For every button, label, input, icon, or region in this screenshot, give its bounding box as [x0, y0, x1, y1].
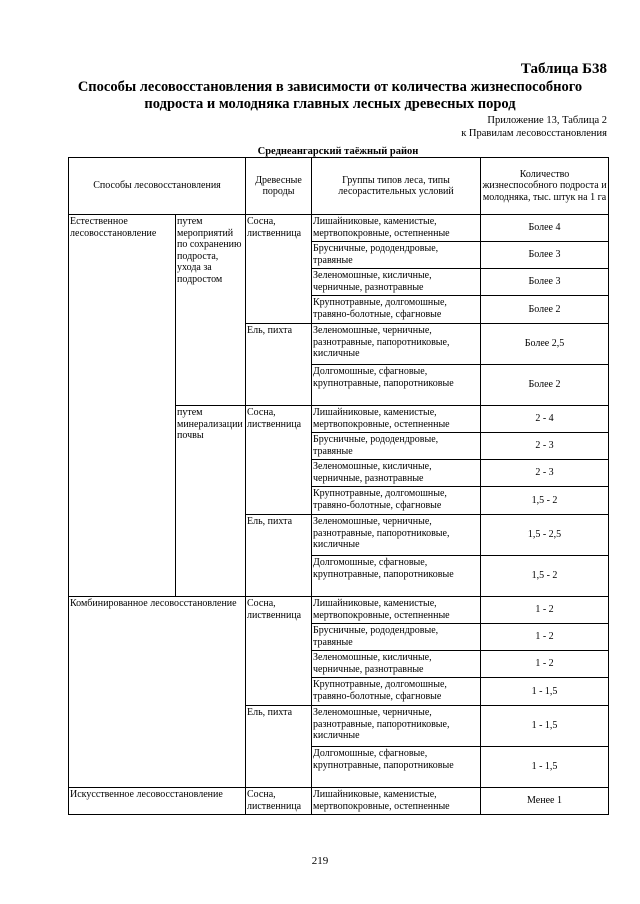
- quantity-cell: 1 - 2: [481, 651, 609, 678]
- species-cell: Сосна, лиственница: [246, 788, 312, 815]
- header-methods: Способы лесовосстановления: [69, 158, 246, 215]
- group-cell: Лишайниковые, каменистые, мертвопокровные, остепненные: [312, 597, 481, 624]
- group-cell: Брусничные, рододендровые, травяные: [312, 242, 481, 269]
- group-cell: Крупнотравные, долгомошные, травяно-болотные, сфагновые: [312, 678, 481, 706]
- group-cell: Брусничные, рододендровые, травяные: [312, 624, 481, 651]
- header-quantity: Количество жизнеспособного подроста и молодняка, тыс. штук на 1 га: [481, 158, 609, 215]
- quantity-cell: 1 - 2: [481, 597, 609, 624]
- table-row: [69, 788, 609, 815]
- title-line-1: Способы лесовосстановления в зависимости от количества жизнеспособного: [77, 79, 583, 95]
- quantity-cell: 2 - 3: [481, 460, 609, 487]
- quantity-cell: 1 - 1,5: [481, 706, 609, 747]
- region-caption: Среднеангарский таёжный район: [257, 146, 419, 157]
- quantity-cell: 1,5 - 2,5: [481, 515, 609, 556]
- quantity-cell: 2 - 3: [481, 433, 609, 460]
- appendix-line-2: к Правилам лесовосстановления: [461, 128, 607, 139]
- quantity-cell: Более 3: [481, 242, 609, 269]
- group-cell: Долгомошные, сфагновые, крупнотравные, папоротниковые: [312, 747, 481, 788]
- appendix-reference: [461, 114, 607, 140]
- submethod-cell: путем минерализации почвы: [176, 406, 246, 597]
- quantity-cell: 1,5 - 2: [481, 556, 609, 597]
- header-species: Древесные породы: [246, 158, 312, 215]
- group-cell: Зеленомошные, кисличные, черничные, разнотравные: [312, 269, 481, 296]
- submethod-cell: путем мероприятий по сохранению подроста, ухода за подростом: [176, 215, 246, 406]
- species-cell: Сосна, лиственница: [246, 597, 312, 706]
- group-cell: Лишайниковые, каменистые, мертвопокровные, остепненные: [312, 215, 481, 242]
- species-cell: Сосна, лиственница: [246, 215, 312, 324]
- quantity-cell: 1 - 2: [481, 624, 609, 651]
- reforestation-table: [68, 157, 609, 815]
- species-cell: Сосна, лиственница: [246, 406, 312, 515]
- group-cell: Лишайниковые, каменистые, мертвопокровные, остепненные: [312, 788, 481, 815]
- table-label: Таблица Б38: [520, 61, 607, 77]
- table-row: [69, 597, 609, 624]
- quantity-cell: Более 2: [481, 296, 609, 324]
- table-row: [69, 215, 609, 242]
- species-cell: Ель, пихта: [246, 324, 312, 406]
- group-cell: Зеленомошные, черничные, разнотравные, папоротниковые, кисличные: [312, 706, 481, 747]
- method-cell: Искусственное лесовосстановление: [69, 788, 246, 815]
- group-cell: Крупнотравные, долгомошные, травяно-болотные, сфагновые: [312, 296, 481, 324]
- method-cell: Естественное лесовосстановление: [69, 215, 176, 597]
- group-cell: Зеленомошные, кисличные, черничные, разнотравные: [312, 460, 481, 487]
- group-cell: Долгомошные, сфагновые, крупнотравные, папоротниковые: [312, 556, 481, 597]
- group-cell: Зеленомошные, черничные, разнотравные, папоротниковые, кисличные: [312, 515, 481, 556]
- group-cell: Лишайниковые, каменистые, мертвопокровные, остепненные: [312, 406, 481, 433]
- quantity-cell: 1 - 1,5: [481, 678, 609, 706]
- appendix-line-1: Приложение 13, Таблица 2: [487, 115, 607, 126]
- quantity-cell: Более 3: [481, 269, 609, 296]
- group-cell: Крупнотравные, долгомошные, травяно-болотные, сфагновые: [312, 487, 481, 515]
- table-header-row: [69, 158, 609, 215]
- group-cell: Зеленомошные, кисличные, черничные, разнотравные: [312, 651, 481, 678]
- method-cell: Комбинированное лесовосстановление: [69, 597, 246, 788]
- quantity-cell: Более 2,5: [481, 324, 609, 365]
- quantity-cell: Более 2: [481, 365, 609, 406]
- quantity-cell: 2 - 4: [481, 406, 609, 433]
- species-cell: Ель, пихта: [246, 706, 312, 788]
- page-number: 219: [311, 855, 329, 867]
- header-groups: Группы типов леса, типы лесорастительных условий: [312, 158, 481, 215]
- quantity-cell: Менее 1: [481, 788, 609, 815]
- quantity-cell: 1 - 1,5: [481, 747, 609, 788]
- species-cell: Ель, пихта: [246, 515, 312, 597]
- quantity-cell: Более 4: [481, 215, 609, 242]
- group-cell: Брусничные, рододендровые, травяные: [312, 433, 481, 460]
- quantity-cell: 1,5 - 2: [481, 487, 609, 515]
- page-title: [60, 79, 600, 113]
- group-cell: Зеленомошные, черничные, разнотравные, папоротниковые, кисличные: [312, 324, 481, 365]
- title-line-2: подроста и молодняка главных лесных древесных пород: [144, 96, 516, 112]
- group-cell: Долгомошные, сфагновые, крупнотравные, папоротниковые: [312, 365, 481, 406]
